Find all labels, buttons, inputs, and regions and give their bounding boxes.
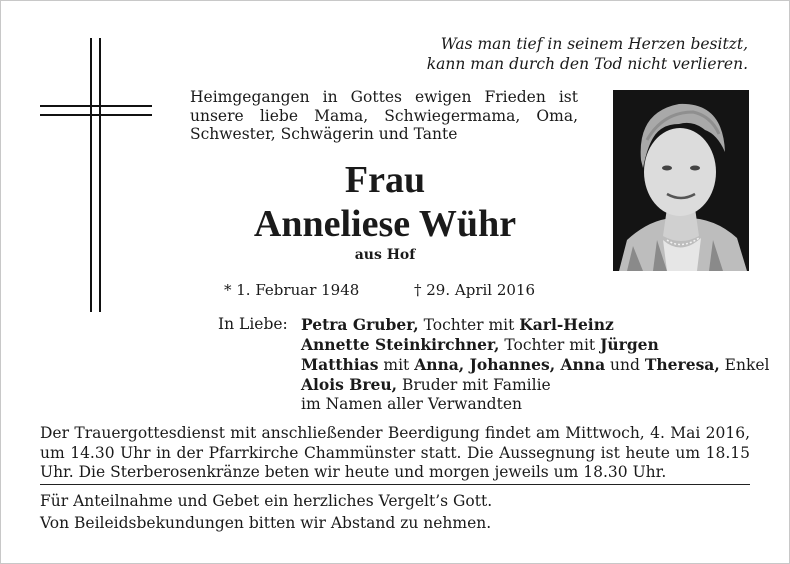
intro-text: Heimgegangen in Gottes ewigen Frieden ist unsere liebe Mama, Schwiegermama, Oma, Schwester, Schwägerin und Tante [190, 88, 578, 143]
deceased-name: Anneliese Wühr [253, 203, 517, 245]
mourner-line [301, 315, 753, 335]
mourner-relation: und [605, 356, 645, 374]
mourner-relation: mit [378, 356, 415, 374]
mourner-relation: Enkel [719, 356, 770, 374]
mourner-relation: Tochter mit [418, 316, 520, 334]
mourner-name: Theresa, [644, 355, 720, 374]
mourner-relation: Tochter mit [499, 336, 601, 354]
origin: aus Hof [354, 247, 416, 263]
death-date: † 29. April 2016 [414, 281, 536, 299]
deceased-name-block [190, 150, 580, 264]
epitaph-quote [388, 34, 748, 74]
birth-date: * 1. Februar 1948 [224, 281, 360, 299]
mourner-line [301, 375, 753, 395]
mourner-relation: im Namen aller Verwandten [301, 395, 522, 413]
mourner-name: Anna, Johannes, Anna [414, 355, 606, 374]
divider [40, 484, 750, 485]
mourners-lead: In Liebe: [218, 315, 288, 333]
mourner-name: Matthias [301, 355, 379, 374]
portrait-photo [613, 90, 749, 271]
mourner-name: Karl-Heinz [519, 315, 614, 334]
mourner-line [301, 355, 770, 375]
mourner-name: Annette Steinkirchner, [301, 335, 500, 354]
mourner-name: Alois Breu, [301, 375, 398, 394]
mourner-line [301, 335, 753, 355]
mourner-relation: Bruder mit Familie [397, 376, 551, 394]
cross-icon [40, 38, 152, 314]
service-details: Der Trauergottesdienst mit anschließender Beerdigung findet am Mittwoch, 4. Mai 2016, um 14.30 Uhr in der Pfarrkirche Chammünster statt. Die Aussegnung ist heute um 18.15 Uhr. Die Sterberosenkränze beten wir heute und morgen jeweils um 18.30 Uhr. [40, 424, 750, 481]
mourner-name: Petra Gruber, [301, 315, 419, 334]
thanks-line-2: Von Beileidsbekundungen bitten wir Abstand zu nehmen. [40, 514, 492, 532]
mourner-lines [301, 315, 770, 414]
thanks-text [40, 490, 750, 534]
salutation: Frau [344, 159, 426, 201]
mourner-line [301, 395, 753, 414]
quote-line-1: Was man tief in seinem Herzen besitzt, [440, 35, 748, 53]
quote-line-2: kann man durch den Tod nicht verlieren. [426, 55, 748, 73]
mourner-name: Jürgen [600, 335, 659, 354]
thanks-line-1: Für Anteilnahme und Gebet ein herzliches Vergelt’s Gott. [40, 492, 493, 510]
